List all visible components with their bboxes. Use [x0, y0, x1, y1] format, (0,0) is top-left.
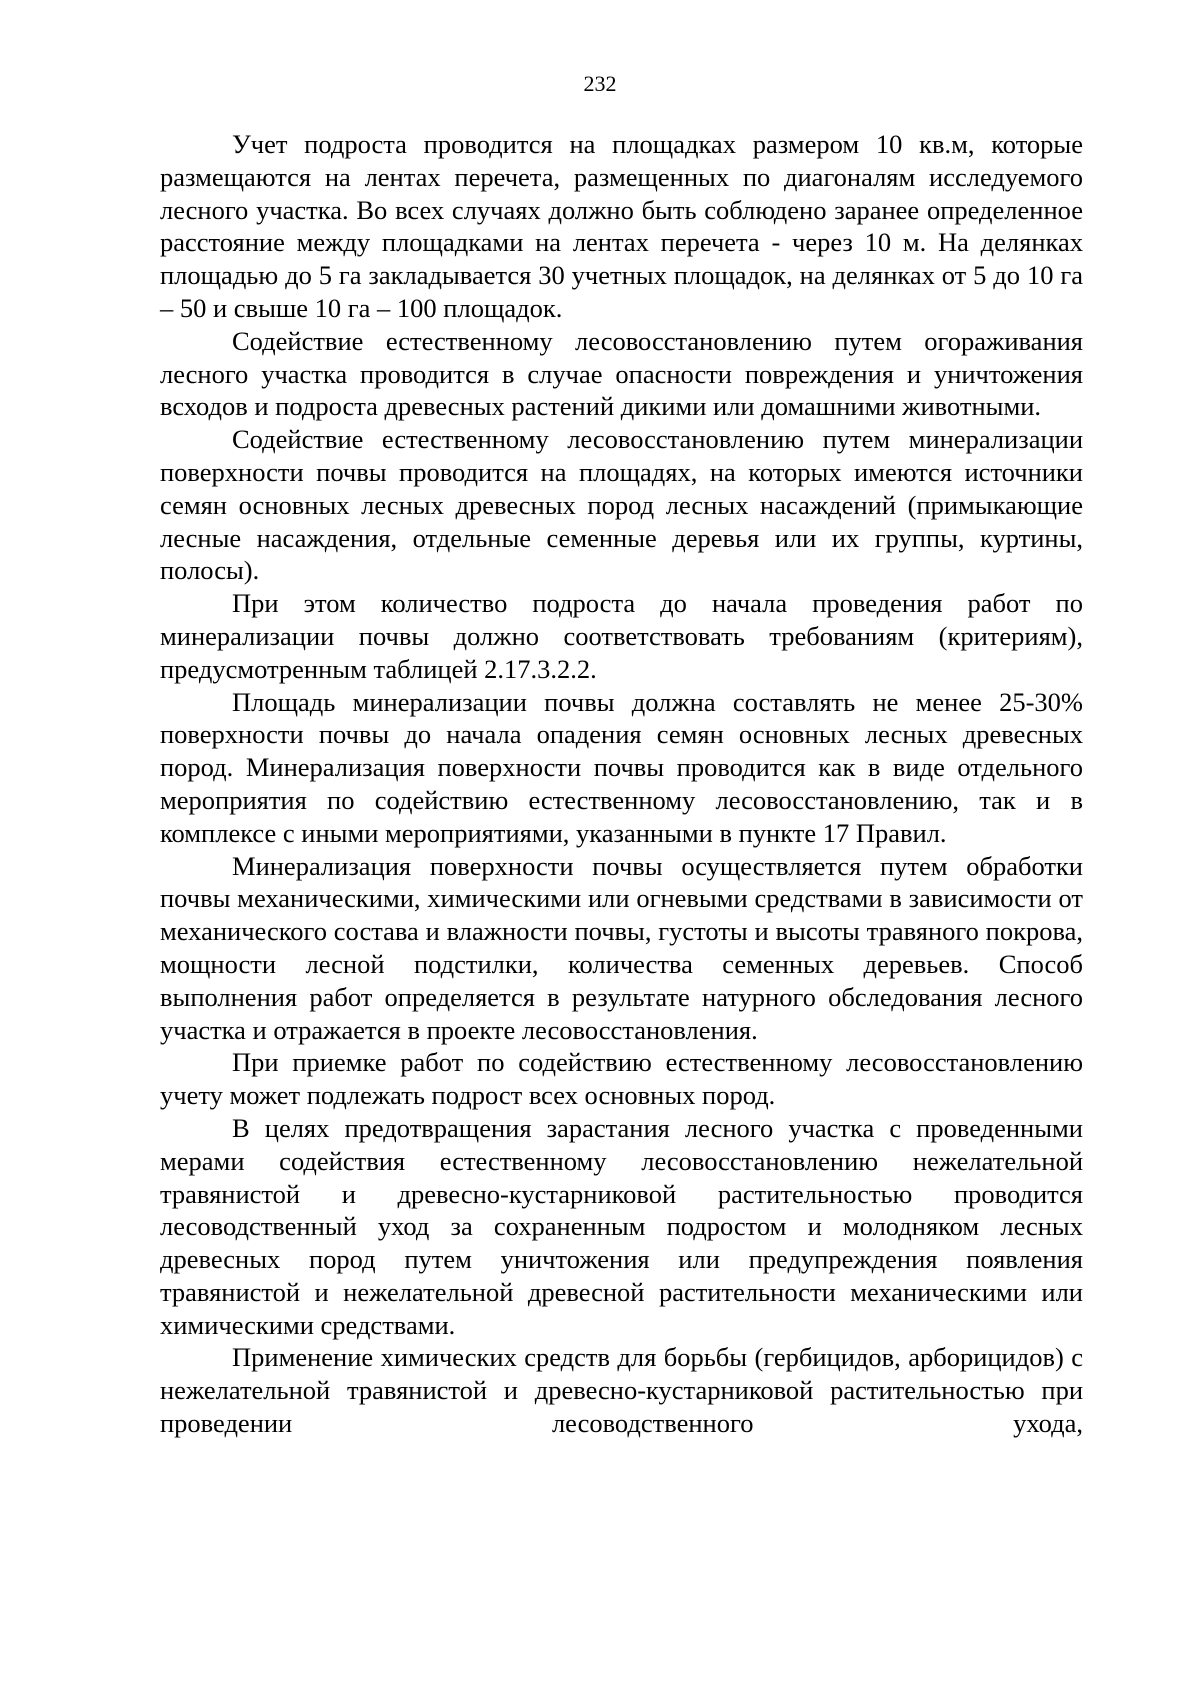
paragraph-fencing: Содействие естественному лесовосстановлению путем огораживания лесного участка проводится в случае опасности повреждения и уничтожения всходов и подроста древесных растений дикими или домашними животными.	[160, 325, 1083, 422]
paragraph-undergrowth-count: Учет подроста проводится на площадках размером 10 кв.м, которые размещаются на лентах перечета, размещенных по диагоналям исследуемого лесного участка. Во всех случаях должно быть соблюдено заранее определенное расстояние между площадками на лентах перечета - через 10 м. На делянках площадью до 5 га закладывается 30 учетных площадок, на делянках от 5 до 10 га – 50 и свыше 10 га – 100 площадок.	[160, 129, 1083, 323]
paragraph-undergrowth-requirements: При этом количество подроста до начала проведения работ по минерализации почвы должно соответствовать требованиям (критериям), предусмотренным таблицей 2.17.3.2.2.	[160, 588, 1083, 684]
paragraph-mineralization-area: Площадь минерализации почвы должна составлять не менее 25-30% поверхности почвы до начала опадения семян основных лесных древесных пород. Минерализация поверхности почвы проводится как в виде отдельного мероприятия по содействию естественному лесовосстановлению, так и в комплексе с иными мероприятиями, указанными в пункте 17 Правил.	[160, 686, 1083, 848]
paragraph-acceptance: При приемке работ по содействию естественному лесовосстановлению учету может подлежать подрост всех основных пород.	[160, 1047, 1083, 1111]
document-body	[160, 128, 1083, 1440]
paragraph-chemical-means: Применение химических средств для борьбы (гербицидов, арборицидов) с нежелательной травянистой и древесно-кустарниковой растительностью при проведении лесоводственного ухода,	[160, 1342, 1083, 1439]
page-number: 232	[583, 71, 617, 96]
paragraph-silvicultural-care: В целях предотвращения зарастания лесного участка с проведенными мерами содействия естественному лесовосстановлению нежелательной травянистой и древесно-кустарниковой растительностью проводится лесоводственный уход за сохраненным подростом и молодняком лесных древесных пород путем уничтожения или предупреждения появления травянистой и нежелательной древесной растительности механическими или химическими средствами.	[160, 1112, 1083, 1340]
paragraph-mineralization-methods: Минерализация поверхности почвы осуществляется путем обработки почвы механическими, химическими или огневыми средствами в зависимости от механического состава и влажности почвы, густоты и высоты травяного покрова, мощности лесной подстилки, количества семенных деревьев. Способ выполнения работ определяется в результате натурного обследования лесного участка и отражается в проекте лесовосстановления.	[160, 850, 1083, 1045]
paragraph-soil-mineralization: Содействие естественному лесовосстановлению путем минерализации поверхности почвы проводится на площадях, на которых имеются источники семян основных лесных древесных пород лесных насаждений (примыкающие лесные насаждения, отдельные семенные деревья или их группы, куртины, полосы).	[160, 424, 1083, 586]
